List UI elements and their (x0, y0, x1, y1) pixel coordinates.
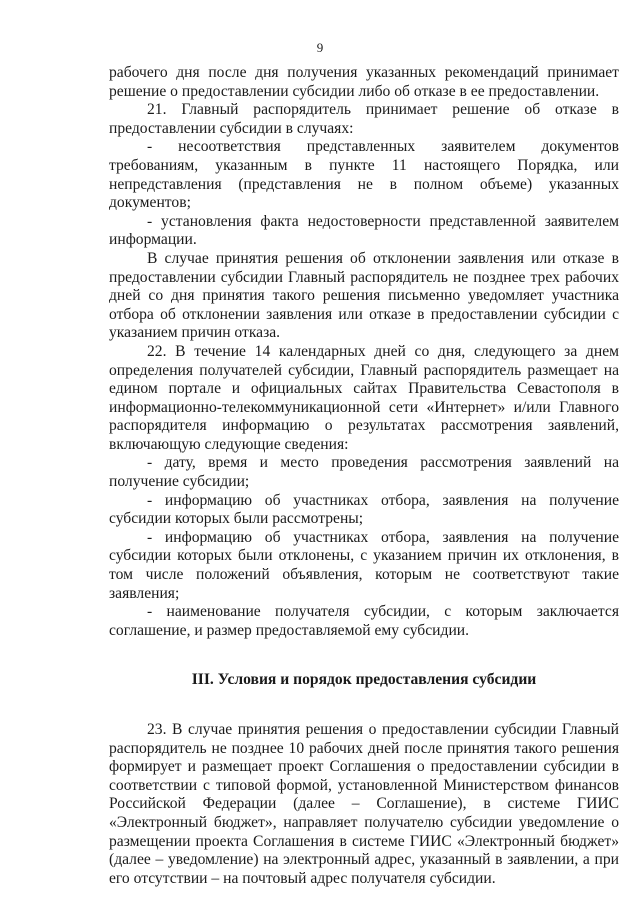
paragraph: В случае принятия решения об отклонении заявления или отказе в предоставлении субсидии Главный распорядитель не позднее трех рабочих дней со дня принятия такого решения письменно уведомляет участника отбора об отклонении заявления или отказе в предоставлении субсидии с указанием причин отказа. (109, 249, 619, 342)
paragraph: - несоответствия представленных заявителем документов требованиям, указанным в пункте 11 настоящего Порядка, или непредставления (представления не в полном объеме) указанных документов; (109, 138, 619, 212)
paragraph: - информацию об участниках отбора, заявления на получение субсидии которых были рассмотрены; (109, 491, 619, 528)
paragraph: - информацию об участниках отбора, заявления на получение субсидии которых были отклонены, с указанием причин их отклонения, в том числе положений объявления, которым не соответствуют такие заявления; (109, 528, 619, 602)
page-number: 9 (316, 40, 324, 55)
paragraph: рабочего дня после дня получения указанных рекомендаций принимает решение о предоставлении субсидии либо об отказе в ее предоставлении. (109, 64, 619, 100)
document-body (109, 64, 619, 888)
paragraph: 23. В случае принятия решения о предоставлении субсидии Главный распорядитель не позднее 10 рабочих дней после принятия такого решения формирует и размещает проект Соглашения о предоставлении субсидии в соответствии с типовой формой, установленной Министерством финансов Российской Федерации (далее – Соглашение), в системе ГИИС «Электронный бюджет», направляет получателю субсидии уведомление о размещении проекта Соглашения в системе ГИИС «Электронный бюджет» (далее – уведомление) на электронный адрес, указанный в заявлении, а при его отсутствии – на почтовый адрес получателя субсидии. (109, 721, 619, 887)
paragraph: - дату, время и место проведения рассмотрения заявлений на получение субсидии; (109, 454, 619, 491)
paragraph: 22. В течение 14 календарных дней со дня, следующего за днем определения получателей субсидии, Главный распорядитель размещает на едином портале и официальных сайтах Правительства Севастополя в информационно-телекоммуникационной сети «Интернет» и/или Главного распорядителя информацию о результатах рассмотрения заявлений, включающую следующие сведения: (109, 342, 619, 453)
section-heading: III. Условия и порядок предоставления субсидии (191, 671, 537, 689)
paragraphs-after (109, 721, 619, 888)
paragraph: 21. Главный распорядитель принимает решение об отказе в предоставлении субсидии в случаях: (109, 101, 619, 137)
paragraph: - установления факта недостоверности представленной заявителем информации. (109, 212, 619, 249)
paragraph: - наименование получателя субсидии, с которым заключается соглашение, и размер предоставляемой ему субсидии. (109, 603, 619, 639)
paragraphs-before (109, 64, 619, 640)
